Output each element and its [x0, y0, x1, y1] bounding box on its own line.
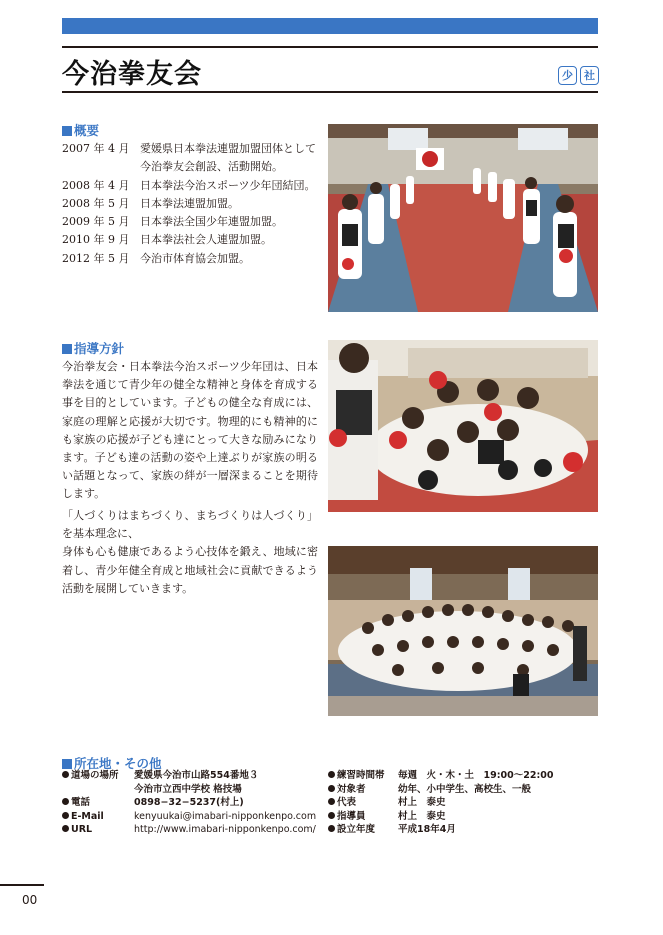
photo-children-group — [328, 340, 598, 512]
history-item — [62, 250, 324, 268]
history-text: 日本拳法今治スポーツ少年団結団。 — [140, 178, 316, 192]
info-row-founded — [328, 823, 598, 837]
info-label: 対象者 — [328, 783, 398, 797]
bullet-icon — [328, 771, 335, 778]
history-text: 愛媛県日本拳法連盟加盟団体として今治拳友会創設、活動開始。 — [140, 142, 316, 174]
history-text: 日本拳法社会人連盟加盟。 — [140, 233, 272, 247]
location-info-left — [62, 769, 324, 837]
history-item — [62, 140, 324, 177]
info-row-target — [328, 783, 598, 797]
bullet-icon — [62, 812, 69, 819]
info-value: 村上 泰史 — [398, 797, 446, 809]
bullet-icon — [328, 812, 335, 819]
info-label: E-Mail — [62, 810, 134, 824]
info-row-instructor — [328, 810, 598, 824]
info-row-url — [62, 823, 324, 837]
info-value: 愛媛県今治市山路554番地３ 今治市立西中学校 格技場 — [134, 770, 259, 795]
history-item — [62, 195, 324, 213]
page-number: 00 — [22, 893, 38, 907]
policy-paragraph-2 — [62, 507, 318, 598]
info-value: 村上 泰史 — [398, 810, 446, 822]
history-item — [62, 231, 324, 249]
photo-dojo-lineup — [328, 124, 598, 312]
page-title: 今治拳友会 — [62, 59, 202, 90]
info-row-representative — [328, 796, 598, 810]
bullet-icon — [328, 825, 335, 832]
info-label: 指導員 — [328, 810, 398, 824]
bullet-icon — [328, 785, 335, 792]
info-row-dojo — [62, 769, 324, 796]
policy-activity: 身体も心も健康であるよう心技体を鍛え、地域に密着し、青少年健全育成と地域社会に貢献できるよう活動を展開していきます。 — [62, 545, 318, 595]
footer-rule — [0, 884, 44, 886]
info-label: 道場の場所 — [62, 769, 134, 796]
location-heading: 所在地・その他 — [62, 754, 162, 772]
info-value: 平成18年4月 — [398, 824, 456, 836]
info-label: 練習時間帯 — [328, 769, 398, 783]
history-date: 2008 年 5 月 — [62, 196, 130, 210]
policy-paragraph-1: 今治拳友会・日本拳法今治スポーツ少年団は、日本拳法を通じて青少年の健全な精神と身体を育成する事を目的としています。子どもの健全な育成には、家庭の理解と応援が大切です。物理的にも精神的にも家族の応援が子ども達にとって大きな励みになります。子ども達の活動の姿や上達ぶりが家族の明るい話題となって、家族の絆が一層深まることを期待します。 — [62, 360, 318, 501]
policy-heading: 指導方針 — [62, 339, 124, 357]
square-bullet-icon — [62, 126, 72, 136]
info-value: 毎週 火・木・土 19:00〜22:00 — [398, 770, 554, 781]
bullet-icon — [328, 798, 335, 805]
history-item — [62, 213, 324, 231]
square-bullet-icon — [62, 344, 72, 354]
bullet-icon — [62, 798, 69, 805]
title-rule-top — [62, 46, 598, 48]
top-color-bar — [62, 18, 598, 34]
info-label: URL — [62, 823, 134, 837]
history-text: 日本拳法全国少年連盟加盟。 — [140, 215, 283, 229]
bullet-icon — [62, 825, 69, 832]
history-date: 2007 年 4 月 — [62, 142, 130, 155]
info-row-phone — [62, 796, 324, 810]
history-date: 2010 年 9 月 — [62, 233, 130, 247]
history-text: 今治市体育協会加盟。 — [140, 251, 250, 265]
badge-adult: 社 — [580, 66, 599, 85]
history-list — [62, 140, 324, 268]
info-row-email — [62, 810, 324, 824]
badge-youth: 少 — [558, 66, 577, 85]
history-date: 2012 年 5 月 — [62, 251, 130, 265]
history-text: 日本拳法連盟加盟。 — [140, 196, 239, 210]
overview-heading: 概要 — [62, 121, 99, 139]
photo-group-portrait — [328, 546, 598, 716]
info-value: 幼年、小中学生、高校生、一般 — [398, 783, 532, 795]
category-badges — [558, 66, 599, 85]
square-bullet-icon — [62, 759, 72, 769]
info-label: 設立年度 — [328, 823, 398, 837]
info-value: 0898−32−5237(村上) — [134, 797, 244, 809]
location-info-right — [328, 769, 598, 837]
history-date: 2009 年 5 月 — [62, 215, 130, 229]
bullet-icon — [62, 771, 69, 778]
info-label: 電話 — [62, 796, 134, 810]
title-rule-bottom — [62, 91, 598, 93]
email-link[interactable]: kenyuukai@imabari-nipponkenpo.com — [134, 810, 317, 822]
history-item — [62, 177, 324, 195]
history-date: 2008 年 4 月 — [62, 178, 130, 192]
info-row-practice — [328, 769, 598, 783]
info-label: 代表 — [328, 796, 398, 810]
policy-motto: 「人づくりはまちづくり、まちづくりは人づくり」を基本理念に、 — [62, 509, 318, 541]
url-link[interactable]: http://www.imabari-nipponkenpo.com/ — [134, 824, 316, 836]
